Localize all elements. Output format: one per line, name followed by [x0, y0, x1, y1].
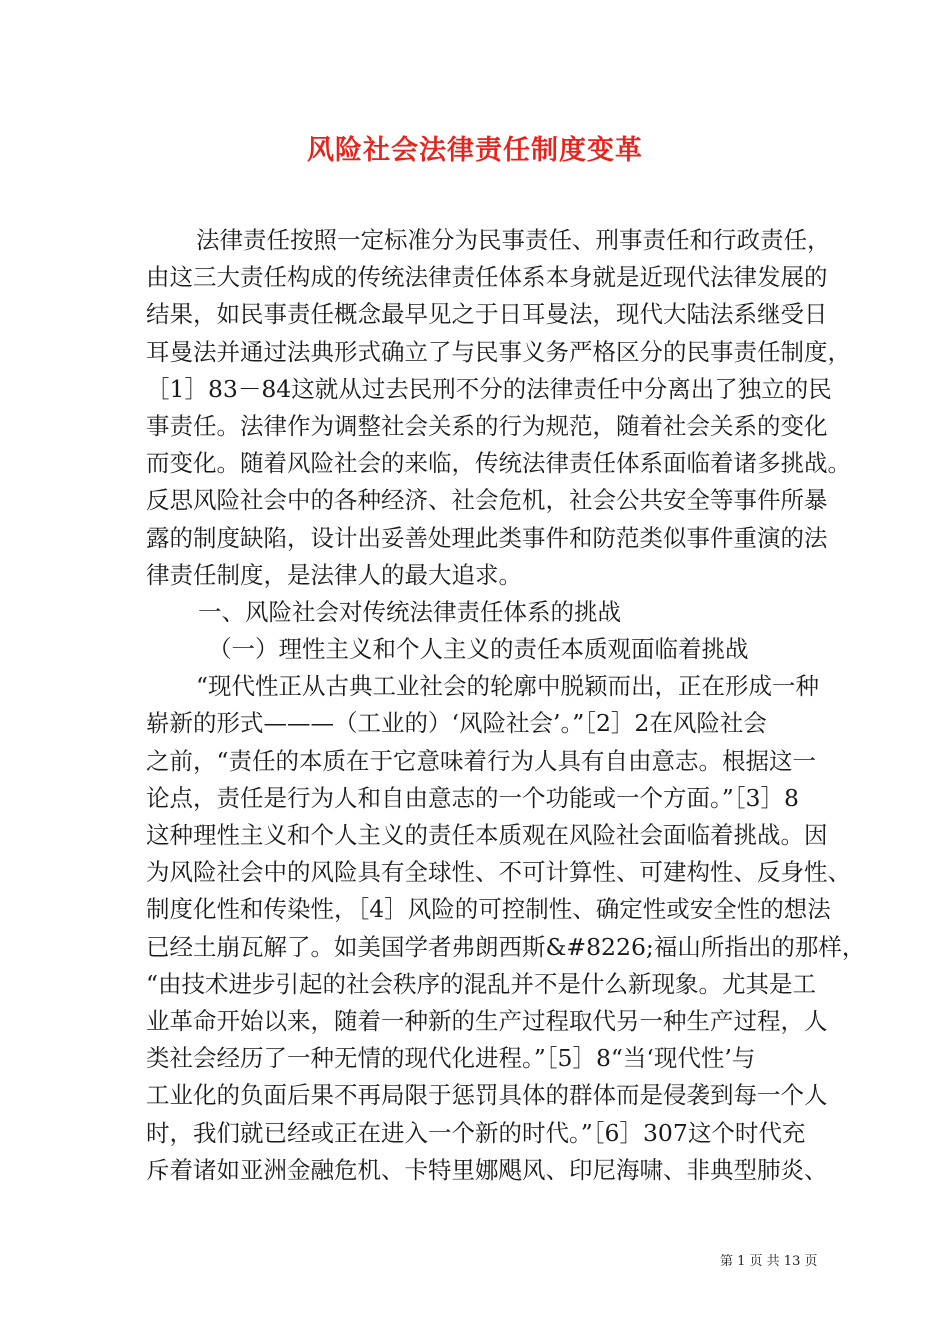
paragraph-line: 反思风险社会中的各种经济、社会危机，社会公共安全等事件所暴 [146, 486, 828, 515]
page-number-footer: 第 1 页 共 13 页 [720, 1254, 818, 1269]
paragraph-line: 之前，“责任的本质在于它意味着行为人具有自由意志。根据这一 [146, 746, 817, 775]
paragraph-line: 业革命开始以来，随着一种新的生产过程取代另一种生产过程，人 [146, 1006, 828, 1035]
paragraph-line: 工业化的负面后果不再局限于惩罚具体的群体而是侵袭到每一个人 [146, 1081, 828, 1110]
section-heading: 一、风险社会对传统法律责任体系的挑战 [198, 597, 621, 626]
paragraph-line: 已经土崩瓦解了。如美国学者弗朗西斯&#8226;福山所指出的那样， [146, 932, 866, 961]
paragraph-line: 法律责任按照一定标准分为民事责任、刑事责任和行政责任， [196, 226, 831, 254]
paragraph-line: 露的制度缺陷，设计出妥善处理此类事件和防范类似事件重演的法 [146, 523, 828, 552]
paragraph-line: ［1］83－84这就从过去民刑不分的法律责任中分离出了独立的民 [146, 374, 832, 403]
paragraph-line: “现代性正从古典工业社会的轮廓中脱颖而出，正在形成一种 [196, 672, 820, 701]
document-title: 风险社会法律责任制度变革 [307, 135, 643, 166]
document-body [146, 222, 866, 1189]
paragraph-line: 论点，责任是行为人和自由意志的一个功能或一个方面。”［3］8 [146, 783, 799, 812]
paragraph-line: 而变化。随着风险社会的来临，传统法律责任体系面临着诸多挑战。 [146, 449, 851, 478]
paragraph-line: 类社会经历了一种无情的现代化进程。”［5］8“当‘现代性’与 [146, 1044, 756, 1073]
paragraph-line: 崭新的形式———（工业的）‘风险社会’。”［2］2在风险社会 [146, 709, 767, 738]
paragraph-line: 制度化性和传染性，［4］风险的可控制性、确定性或安全性的想法 [146, 895, 831, 924]
paragraph-line: 为风险社会中的风险具有全球性、不可计算性、可建构性、反身性、 [146, 858, 851, 887]
paragraph-line: “由技术进步引起的社会秩序的混乱并不是什么新现象。尤其是工 [146, 969, 817, 998]
paragraph-line: 耳曼法并通过法典形式确立了与民事义务严格区分的民事责任制度， [146, 337, 851, 366]
paragraph-line: 律责任制度，是法律人的最大追求。 [146, 560, 522, 589]
paragraph-line: 这种理性主义和个人主义的责任本质观在风险社会面临着挑战。因 [146, 821, 828, 849]
paragraph-line: 结果，如民事责任概念最早见之于日耳曼法，现代大陆法系继受日 [146, 300, 828, 329]
subsection-heading: （一）理性主义和个人主义的责任本质观面临着挑战 [208, 635, 749, 664]
paragraph-line: 事责任。法律作为调整社会关系的行为规范，随着社会关系的变化 [146, 411, 828, 440]
paragraph-line: 由这三大责任构成的传统法律责任体系本身就是近现代法律发展的 [146, 263, 828, 292]
paragraph-line: 斥着诸如亚洲金融危机、卡特里娜飓风、印尼海啸、非典型肺炎、 [146, 1155, 828, 1184]
paragraph-line: 时，我们就已经或正在进入一个新的时代。”［6］307这个时代充 [146, 1118, 806, 1147]
